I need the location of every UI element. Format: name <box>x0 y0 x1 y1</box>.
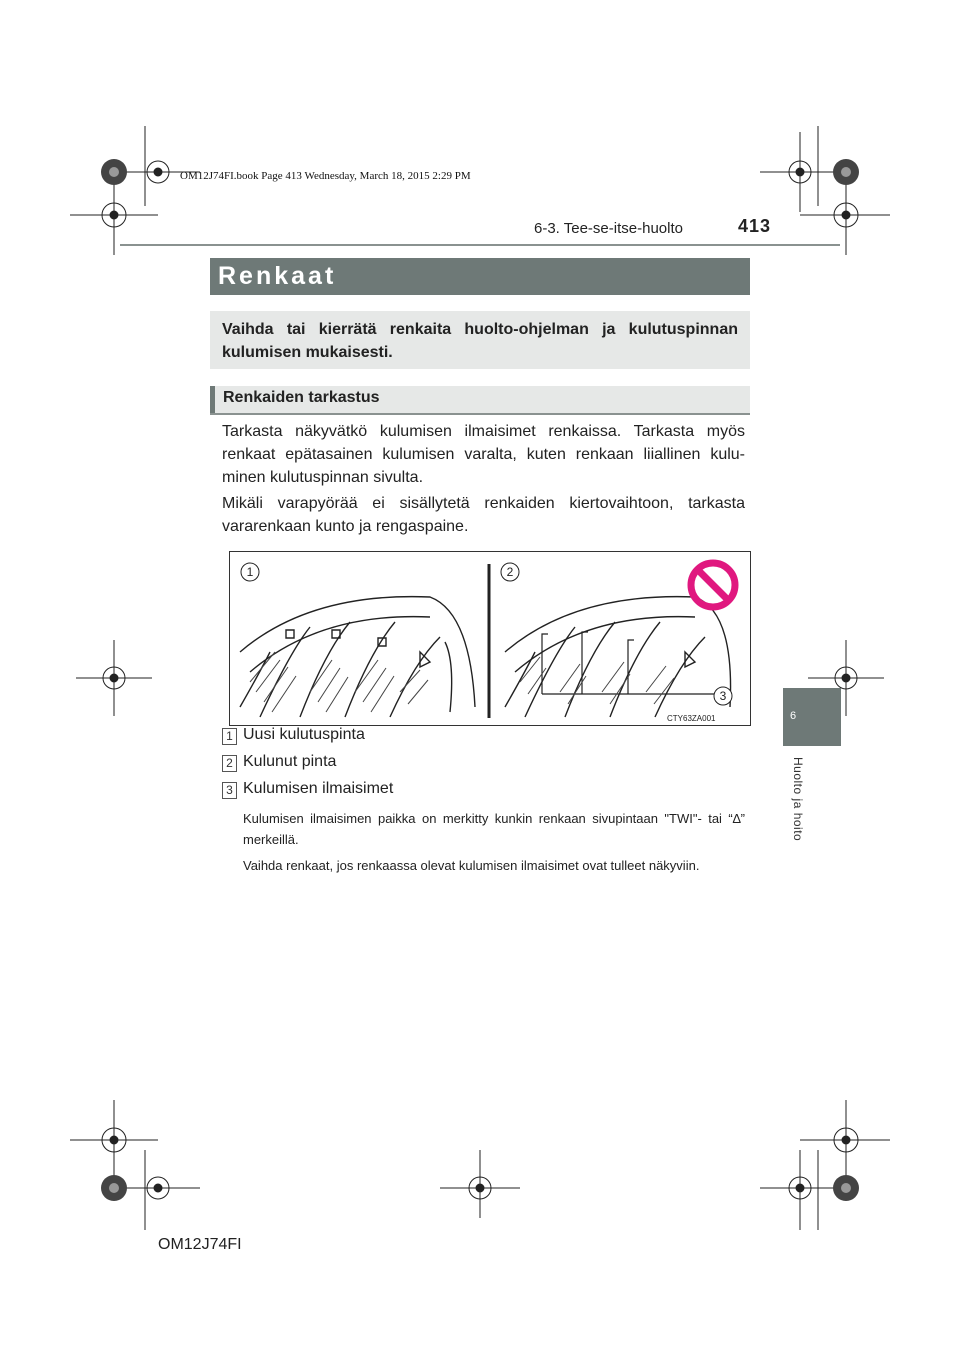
note-1: Kulumisen ilmaisimen paikka on merkitty kunkin renkaan sivupintaan "TWI"- tai “∆” merkeillä. <box>243 811 745 847</box>
title-bar <box>210 258 750 295</box>
figure-callout-1: 1 <box>246 565 254 579</box>
legend-label: Kulumisen ilmaisimet <box>243 780 394 797</box>
legend-number: 2 <box>222 755 237 772</box>
intro-text: Vaihda tai kierrätä renkaita huolto-ohjelman ja kulutuspinnan kulumisen mukaisesti. <box>222 321 738 361</box>
subheading-accent <box>210 386 215 413</box>
header-rule <box>120 244 840 246</box>
prohibition-icon <box>691 563 735 607</box>
chapter-label: Huolto ja hoito <box>791 757 805 842</box>
figure-callout-3: 3 <box>719 689 727 703</box>
subheading: Renkaiden tarkastus <box>223 389 380 406</box>
legend-number: 3 <box>222 782 237 799</box>
chapter-number: 6 <box>790 710 797 722</box>
tire-illustration <box>230 552 750 725</box>
intro-box <box>210 311 750 369</box>
print-header: OM12J74FI.book Page 413 Wednesday, March 18, 2015 2:29 PM <box>180 170 471 182</box>
figure-code: CTY63ZA001 <box>667 714 716 723</box>
footer-code: OM12J74FI <box>158 1236 242 1253</box>
legend-number: 1 <box>222 728 237 745</box>
page-number: 413 <box>738 216 772 236</box>
section-reference: 6-3. Tee-se-itse-huolto <box>534 220 683 237</box>
page-title: Renkaat <box>218 262 337 290</box>
legend-label: Uusi kulutuspinta <box>243 726 365 743</box>
paragraph-2: Mikäli varapyörää ei sisällytetä renkaiden kiertovaihtoon, tarkasta vararenkaan kunto ja rengaspaine. <box>222 495 745 535</box>
subheading-bar <box>210 386 750 415</box>
tire-figure <box>229 551 751 726</box>
paragraph-1: Tarkasta näkyvätkö kulumisen ilmaisimet renkaissa. Tarkasta myös renkaat epätasainen kulumisen varalta, kuten renkaan liiallinen kulu-minen kulutuspinnan sivulta. <box>222 423 745 486</box>
figure-callout-2: 2 <box>506 565 514 579</box>
chapter-tab <box>783 688 841 746</box>
legend-label: Kulunut pinta <box>243 753 337 770</box>
note-2: Vaihda renkaat, jos renkaassa olevat kulumisen ilmaisimet ovat tulleet näkyviin. <box>243 858 700 873</box>
